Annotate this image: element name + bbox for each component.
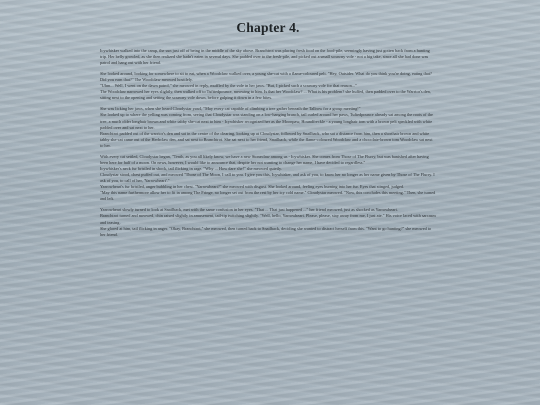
- paragraph: With every cat settled, Cloudystar began, "Tenth, as you all likely know, we have a new Stoneclaw among us - Icywhisker. She comes from Those of The Flurry, but was banished after having been here for half of a moon. On news, however, I would like to announce that, despite her not wanting to change her name, I have decided to regardless.": [100, 153, 429, 165]
- paragraph: She looked up to where the yelling was coming from, seeing that Cloudystar was standing on a low-hanging branch, tail curled around her paws, Tuftedpounce already sat among the roots of the tree, a much older longhair brown and white tabby she-cat next to him - Icywhisker recognized her as the Moonpaw, Houndfreckle - a young longhair tom with a brown pelt speckled with white padded over and sat next to her.: [100, 112, 433, 130]
- paragraph: Icywhisker walked into the camp, the sun just off of being in the middle of the sky above. Branchtrot was placing fresh food on the food-pile, seemingly having just gotten back from a hunting trip. Her belly growled, as she then realized she hadn't eaten in several days. She padded over to the fresh-pile, and picked out a small scrawny vole - not a big take, since all she had done was patrol and hang out with her friend.: [100, 48, 430, 66]
- paragraph: Yarrowheart slowly turned to look at Snailback, met with the same confusion in her eyes. "That ... That just happened ..." her friend meowed, just as shocked as Yarrowheart.: [100, 207, 398, 213]
- paragraph: Branchtrot padded out of the warrior's den and sat in the centre of the clearing, looking up at Cloudystar, followed by Snailback, who sat a distance from him, then a shorthair brown and white tabby she-cat came out of the Herbclaw den, and sat next to Branchtrot. She sat next to her friend, Snailback, while the flame-coloured Woodclaw and a chocolate-brown tom Woodclaw sat next to her.: [100, 130, 433, 148]
- paragraph: She glared at him, tail flicking in anger. "Okay, Branchtrot," she meowed, then turned back to Snailback, deciding she wanted to distract herself from this. "Want to go hunting?" she meowed to her friend.: [100, 225, 432, 237]
- paragraph: She was licking her jaws, when she heard Cloudystar yowl, "May every cat capable of climbing a tree gather beneath the Tallrow for a group meeting!": [100, 106, 361, 112]
- chapter-body: [100, 48, 436, 238]
- paragraph: Branchtrot turned and meowed, chin raised slightly in amusement, tail-tip twitching slightly. "Well, hello, Yarrowheart. Please, please, stay away from me, I just ate." His voice laced with sarcasm and teasing.: [100, 213, 436, 225]
- paragraph: She looked around, looking for somewhere to sit to eat, when a Woodclaw walked over, a young she-cat with a flame-coloured pelt. "Hey, Outsider. What do you think you're doing, eating that? Did you earn that?" The Woodclaw meowed hostilely.: [100, 71, 432, 83]
- paragraph: Cloudystar stood, chest puffed out, and meowed "Those of The Moon, I call to you. I give you this, Icywhisker, and ask of you, to know her no longer as her name given by Those of The Flurry. I ask of you, to call of her, 'Yarrowheart'.": [100, 172, 435, 184]
- paragraph: The Woodclaw narrowed her eyes slightly, then walked off to Tufttedpounce, meowing to him. Is that her Woodclaw? ... What is his problem? she huffed, then padded over to the Warrior's den, sitting next to the opening and setting the scrawny vole down, before gulping it down in a few bites.: [100, 89, 431, 101]
- chapter-title: Chapter 4.: [236, 20, 300, 35]
- paragraph: "May this name furthermore allow her to fit in among The Fringe, no longer set out from the rest by her icy cold name." Cloudystar meowed. "Now, this concludes this meeting." Then, she turned and left.: [100, 190, 436, 202]
- paragraph: Yarrowheart's fur bristled, anger bubbling in her chest. "Yarrowheart?" she meowed with disgust. She looked around, feeling eyes burning into her fur. Eyes that stinged, judged.: [100, 184, 405, 190]
- paragraph: "Uhm... Well, I went on the dawn patrol," she meowed in reply, muffled by the vole in her jaws. "But, I picked such a scrawny vole for that reason...": [100, 83, 357, 89]
- paragraph: Icywhisker's neck fur bristled in shock, tail flicking in rage. "Why ... How dare she!" she meowed quietly.: [100, 165, 282, 171]
